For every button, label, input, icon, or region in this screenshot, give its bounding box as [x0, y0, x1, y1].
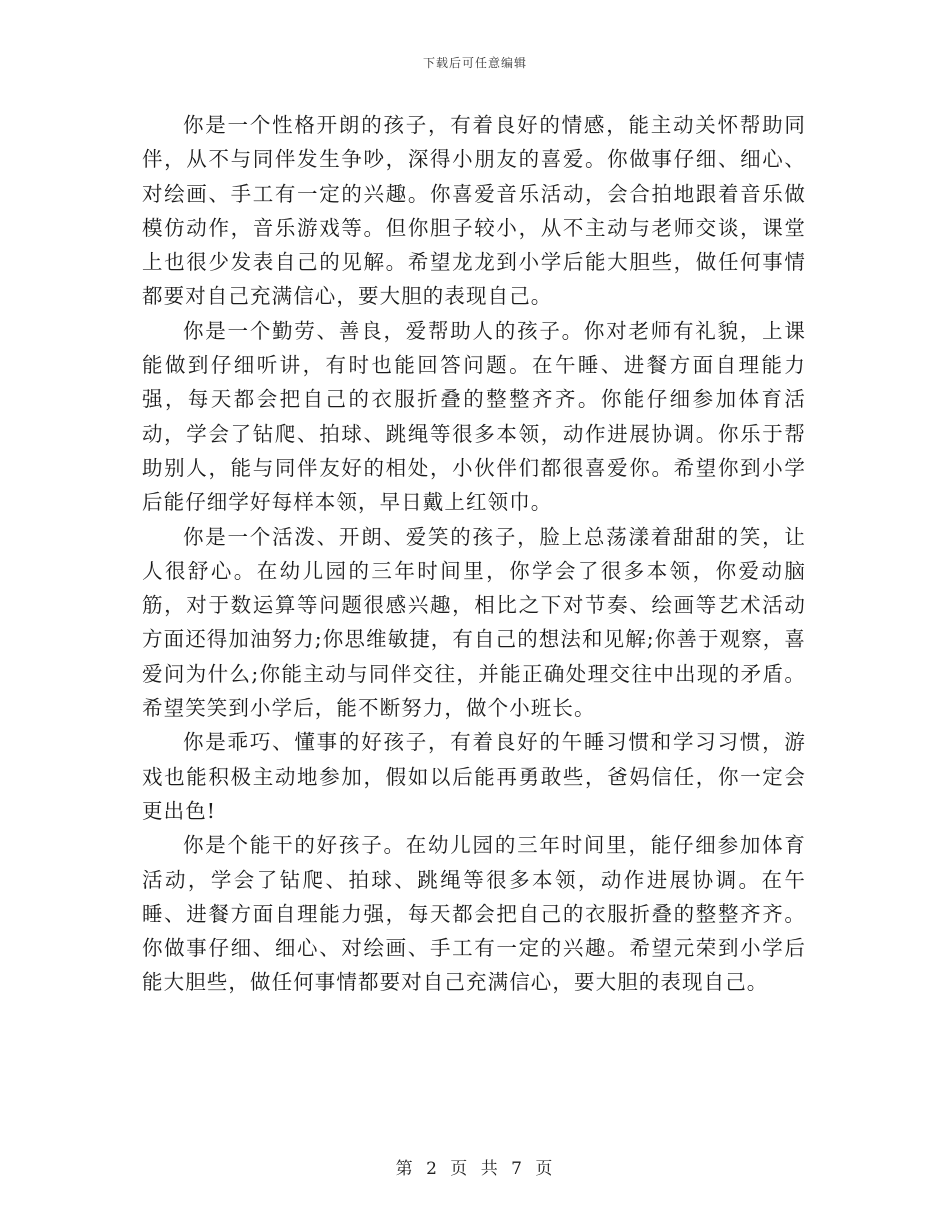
document-body [142, 108, 806, 1000]
paragraph-2: 你是一个勤劳、善良，爱帮助人的孩子。你对老师有礼貌，上课能做到仔细听讲，有时也能回答问题。在午睡、进餐方面自理能力强，每天都会把自己的衣服折叠的整整齐齐。你能仔细参加体育活动，学会了钻爬、拍球、跳绳等很多本领，动作进展协调。你乐于帮助别人，能与同伴友好的相处，小伙伴们都很喜爱你。希望你到小学后能仔细学好每样本领，早日戴上红领巾。 [142, 318, 806, 515]
paragraph-3: 你是一个活泼、开朗、爱笑的孩子，脸上总荡漾着甜甜的笑，让人很舒心。在幼儿园的三年时间里，你学会了很多本领，你爱动脑筋，对于数运算等问题很感兴趣，相比之下对节奏、绘画等艺术活动方面还得加油努力;你思维敏捷，有自己的想法和见解;你善于观察，喜爱问为什么;你能主动与同伴交往，并能正确处理交往中出现的矛盾。希望笑笑到小学后，能不断努力，做个小班长。 [142, 524, 807, 721]
paragraph-4: 你是乖巧、懂事的好孩子，有着良好的午睡习惯和学习习惯，游戏也能积极主动地参加，假如以后能再勇敢些，爸妈信任，你一定会更出色! [142, 730, 806, 823]
page-number-footer: 第 2 页 共 7 页 [395, 1159, 555, 1179]
paragraph-5: 你是个能干的好孩子。在幼儿园的三年时间里，能仔细参加体育活动，学会了钻爬、拍球、跳绳等很多本领，动作进展协调。在午睡、进餐方面自理能力强，每天都会把自己的衣服折叠的整整齐齐。你做事仔细、细心、对绘画、手工有一定的兴趣。希望元荣到小学后能大胆些，做任何事情都要对自己充满信心，要大胆的表现自己。 [142, 833, 806, 995]
paragraph-1: 你是一个性格开朗的孩子，有着良好的情感，能主动关怀帮助同伴，从不与同伴发生争吵，深得小朋友的喜爱。你做事仔细、细心、对绘画、手工有一定的兴趣。你喜爱音乐活动，会合拍地跟着音乐做模仿动作，音乐游戏等。但你胆子较小，从不主动与老师交谈，课堂上也很少发表自己的见解。希望龙龙到小学后能大胆些，做任何事情都要对自己充满信心，要大胆的表现自己。 [142, 113, 806, 309]
page-header-note: 下载后可任意编辑 [422, 56, 527, 70]
